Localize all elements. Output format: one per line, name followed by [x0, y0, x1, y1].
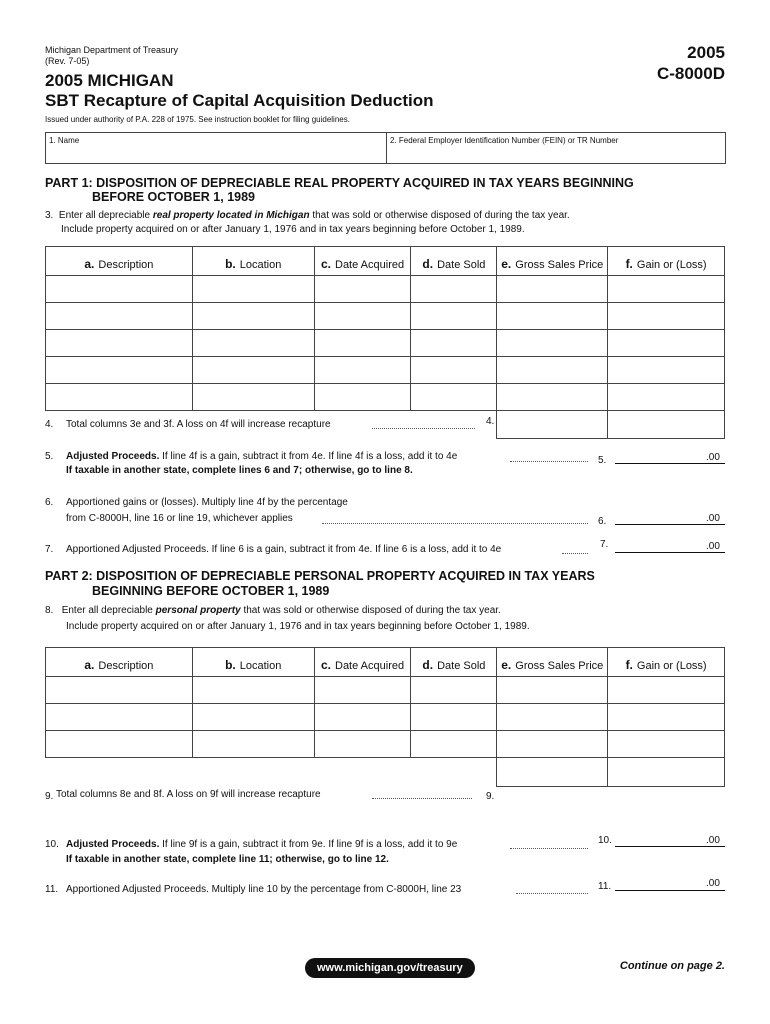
- line4-number: 4.: [45, 419, 54, 430]
- line6-leader: [322, 523, 588, 524]
- col-date-acquired: c. Date Acquired: [314, 247, 411, 276]
- col-gross-sales-price: e. Gross Sales Price: [497, 648, 608, 677]
- line5-cents: .00: [706, 452, 720, 463]
- line9-row: [46, 758, 725, 787]
- col-gain-loss: f. Gain or (Loss): [608, 648, 725, 677]
- line10-text: If line 9f is a gain, subtract it from 9e. If line 9f is a loss, add it to 9e: [162, 839, 458, 850]
- part1-heading: PART 1: DISPOSITION OF DEPRECIABLE REAL PROPERTY ACQUIRED IN TAX YEARS BEGINNING: [45, 176, 634, 190]
- line5-box-label: 5.: [598, 455, 607, 466]
- line5-bold: Adjusted Proceeds.: [66, 451, 160, 462]
- line11-field[interactable]: [615, 890, 725, 891]
- part2-heading-cont: BEGINNING BEFORE OCTOBER 1, 1989: [92, 584, 330, 598]
- form-year: 2005: [687, 43, 725, 62]
- table-row: [46, 276, 725, 303]
- line9-number: 9.: [45, 791, 54, 802]
- line6-text: Apportioned gains or (losses). Multiply line 4f by the percentage: [66, 497, 348, 508]
- line7-box-label: 7.: [600, 539, 609, 550]
- line8-emphasis: personal property: [155, 605, 241, 616]
- line9-box-label: 9.: [486, 791, 495, 802]
- col-description: a. Description: [46, 648, 193, 677]
- line11-cents: .00: [706, 878, 720, 889]
- line10-bold: Adjusted Proceeds.: [66, 839, 160, 850]
- line6-box-label: 6.: [598, 516, 607, 527]
- col-location: b. Location: [192, 247, 314, 276]
- line6-number: 6.: [45, 497, 54, 508]
- line5-text: If line 4f is a gain, subtract it from 4e. If line 4f is a loss, add it to 4e: [162, 451, 458, 462]
- line3-instruction: [45, 210, 570, 221]
- table-row: [46, 704, 725, 731]
- line8-text-b: that was sold or otherwise disposed of during the tax year.: [243, 605, 501, 616]
- table-row: [46, 330, 725, 357]
- line7-leader: [562, 553, 588, 554]
- line11-box-label: 11.: [598, 881, 612, 892]
- line3-emphasis: real property located in Michigan: [152, 210, 310, 221]
- line9-text: Total columns 8e and 8f. A loss on 9f will increase recapture: [56, 789, 321, 800]
- identity-box: [45, 132, 726, 164]
- line9-leader: [372, 798, 472, 799]
- line4-leader: [372, 428, 475, 429]
- line10-box-label: 10.: [598, 835, 612, 846]
- line3-text-a: Enter all depreciable: [58, 210, 151, 221]
- line3-text-b: that was sold or otherwise disposed of during the tax year.: [312, 210, 570, 221]
- part2-table: [45, 647, 725, 787]
- table-row: [46, 357, 725, 384]
- part1-header-row: [46, 247, 725, 276]
- col-date-sold: d. Date Sold: [411, 247, 497, 276]
- part2-heading: PART 2: DISPOSITION OF DEPRECIABLE PERSONAL PROPERTY ACQUIRED IN TAX YEARS: [45, 569, 595, 583]
- name-label: 1. Name: [49, 136, 80, 145]
- line11-leader: [516, 893, 588, 894]
- line3-number: 3.: [45, 210, 54, 221]
- line4-box-label: 4.: [486, 416, 495, 427]
- line8-text-a: Enter all depreciable: [61, 605, 153, 616]
- fein-field[interactable]: [387, 133, 725, 163]
- line9f-field[interactable]: [608, 758, 725, 787]
- dept-name: Michigan Department of Treasury: [45, 45, 179, 55]
- line10-number: 10.: [45, 839, 59, 850]
- col-gain-loss: f. Gain or (Loss): [608, 247, 725, 276]
- table-row: [46, 303, 725, 330]
- col-gross-sales-price: e. Gross Sales Price: [497, 247, 608, 276]
- line10-cents: .00: [706, 835, 720, 846]
- form-number: C-8000D: [656, 64, 725, 83]
- line7-cents: .00: [706, 541, 720, 552]
- form-title-line2: SBT Recapture of Capital Acquisition Deduction: [45, 91, 434, 110]
- line5-number: 5.: [45, 451, 54, 462]
- treasury-url[interactable]: www.michigan.gov/treasury: [305, 958, 475, 978]
- col-date-acquired: c. Date Acquired: [314, 648, 411, 677]
- line11-text: Apportioned Adjusted Proceeds. Multiply line 10 by the percentage from C-8000H, line 23: [66, 884, 462, 895]
- line3-text-c: Include property acquired on or after January 1, 1976 and in tax years beginning before October 1, 1989.: [61, 224, 525, 235]
- line5-sub: If taxable in another state, complete lines 6 and 7; otherwise, go to line 8.: [66, 465, 413, 476]
- line4-text: Total columns 3e and 3f. A loss on 4f will increase recapture: [66, 419, 331, 430]
- table-row: [46, 384, 725, 411]
- line4f-field[interactable]: [608, 411, 725, 439]
- line6-text2: from C-8000H, line 16 or line 19, whichever applies: [66, 513, 293, 524]
- line7-field[interactable]: [615, 552, 725, 553]
- line8-text-c: Include property acquired on or after January 1, 1976 and in tax years beginning before October 1, 1989.: [66, 621, 530, 632]
- name-field[interactable]: [46, 133, 387, 163]
- line5-text-wrap: [66, 451, 457, 462]
- part2-header-row: [46, 648, 725, 677]
- continue-note: Continue on page 2.: [619, 960, 725, 972]
- fein-label: 2. Federal Employer Identification Number (FEIN) or TR Number: [390, 136, 619, 145]
- col-description: a. Description: [46, 247, 193, 276]
- line9e-field[interactable]: [497, 758, 608, 787]
- part1-heading-cont: BEFORE OCTOBER 1, 1989: [92, 190, 256, 204]
- table-row: [46, 731, 725, 758]
- line7-text: Apportioned Adjusted Proceeds. If line 6 is a gain, subtract it from 4e. If line 6 is a loss, add it to 4e: [66, 544, 502, 555]
- line4e-field[interactable]: [497, 411, 608, 439]
- line10-field[interactable]: [615, 846, 725, 847]
- line11-number: 11.: [45, 884, 59, 895]
- line8-instruction: [45, 605, 501, 616]
- form-title-line1: 2005 MICHIGAN: [45, 71, 174, 90]
- line6-field[interactable]: [615, 524, 725, 525]
- line6-cents: .00: [706, 513, 720, 524]
- line5-leader: [510, 461, 588, 462]
- line10-leader: [510, 848, 588, 849]
- part1-table: [45, 246, 725, 439]
- col-date-sold: d. Date Sold: [411, 648, 497, 677]
- table-row: [46, 677, 725, 704]
- authority-note: Issued under authority of P.A. 228 of 1975. See instruction booklet for filing guidelines.: [45, 115, 350, 124]
- line7-number: 7.: [45, 544, 54, 555]
- line10-sub: If taxable in another state, complete line 11; otherwise, go to line 12.: [66, 854, 389, 865]
- line8-number: 8.: [45, 605, 54, 616]
- line5-field[interactable]: [615, 463, 725, 464]
- revision: (Rev. 7-05): [45, 56, 90, 66]
- col-location: b. Location: [192, 648, 314, 677]
- line10-text-wrap: [66, 839, 457, 850]
